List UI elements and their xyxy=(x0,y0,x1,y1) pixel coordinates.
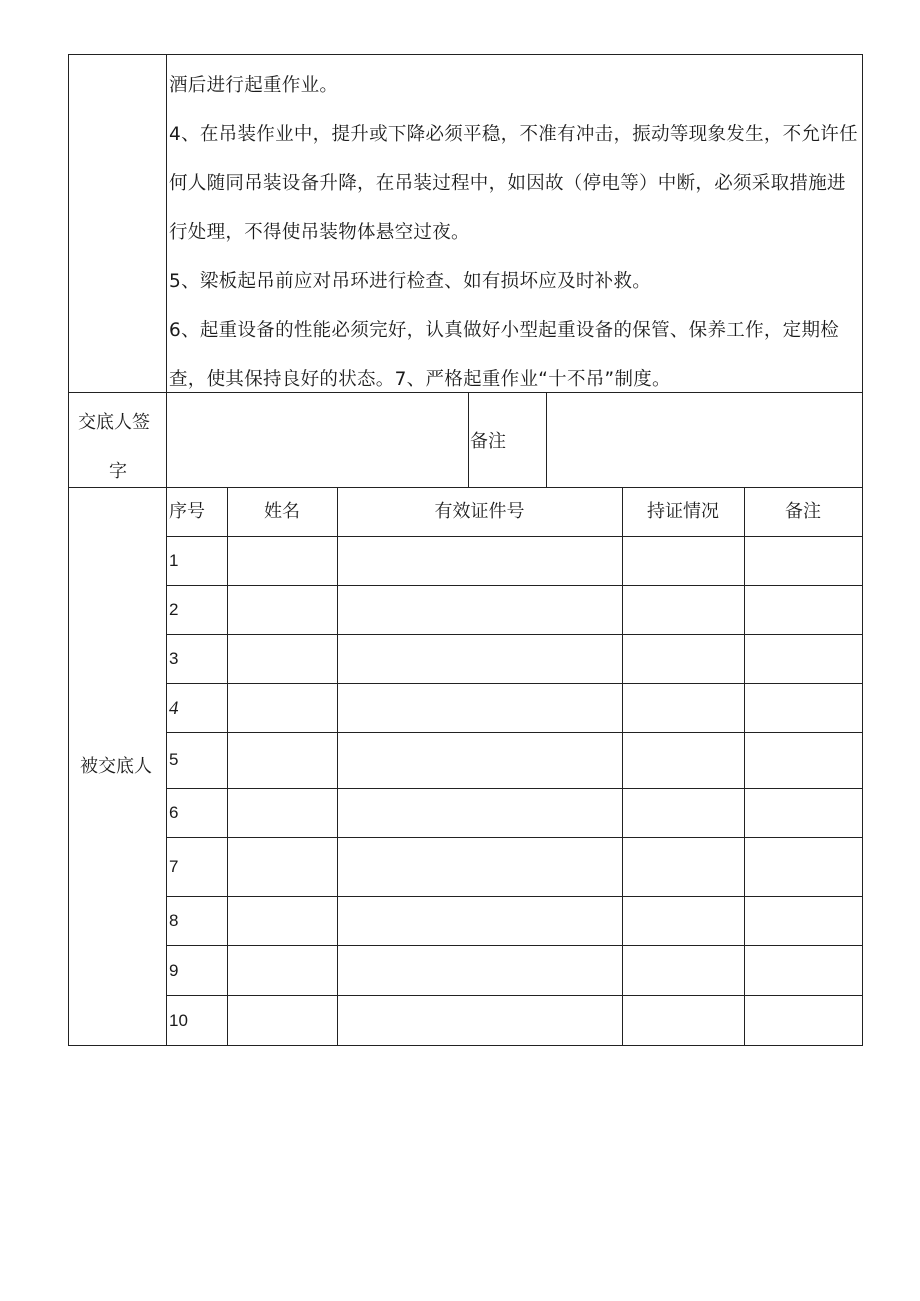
row-line xyxy=(166,995,863,996)
col-divider-name xyxy=(227,487,228,1046)
col-divider-cert xyxy=(622,487,623,1046)
table-border-right xyxy=(862,54,863,1046)
row-number: 5 xyxy=(169,750,179,769)
row-number: 1 xyxy=(169,551,179,570)
table-border-top xyxy=(68,54,863,55)
signature-field[interactable] xyxy=(167,393,468,487)
row-number: 8 xyxy=(169,911,179,930)
instruction-paragraph: 6、起重设备的性能必须完好，认真做好小型起重设备的保管、保养工作，定期检查，使其保持良好的状态。7、严格起重作业“十不吊”制度。 xyxy=(169,320,840,390)
header-certificate-status: 持证情况 xyxy=(647,501,719,522)
label-column-divider xyxy=(166,54,167,1046)
row-number: 9 xyxy=(169,961,179,980)
row-line xyxy=(166,837,863,838)
header-id-number: 有效证件号 xyxy=(434,501,525,522)
recipients-label: 被交底人 xyxy=(80,756,152,777)
row-line xyxy=(166,945,863,946)
remark-label: 备注 xyxy=(470,431,506,452)
row-number: 7 xyxy=(169,857,179,876)
header-seq: 序号 xyxy=(169,501,205,522)
header-remark: 备注 xyxy=(785,501,821,522)
instruction-paragraph: 4、在吊装作业中，提升或下降必须平稳，不准有冲击，振动等现象发生，不允许任何人随同吊装设备升降，在吊装过程中，如因故（停电等）中断，必须采取措施进行处理，不得使吊装物体悬空过夜。 xyxy=(169,124,858,243)
table-border-left xyxy=(68,54,69,1046)
row-number: 2 xyxy=(169,600,179,619)
row-line xyxy=(166,585,863,586)
row-line xyxy=(166,683,863,684)
col-divider-id xyxy=(337,487,338,1046)
signature-divider-1 xyxy=(468,392,469,488)
instruction-paragraph: 5、梁板起吊前应对吊环进行检查、如有损坏应及时补救。 xyxy=(169,271,652,292)
row-number: 4 xyxy=(169,698,179,719)
row-line xyxy=(166,896,863,897)
row-line xyxy=(166,788,863,789)
col-divider-remark xyxy=(744,487,745,1046)
row-number: 6 xyxy=(169,803,179,822)
row-line xyxy=(166,732,863,733)
header-name: 姓名 xyxy=(264,501,300,522)
signature-label-line2: 字 xyxy=(109,461,127,482)
row-number: 3 xyxy=(169,649,179,668)
row-line xyxy=(166,536,863,537)
row-number: 10 xyxy=(169,1011,188,1030)
remark-field[interactable] xyxy=(547,393,862,487)
instruction-paragraph: 酒后进行起重作业。 xyxy=(169,75,339,96)
row-line xyxy=(166,634,863,635)
signature-label-line1: 交底人签 xyxy=(78,412,150,433)
